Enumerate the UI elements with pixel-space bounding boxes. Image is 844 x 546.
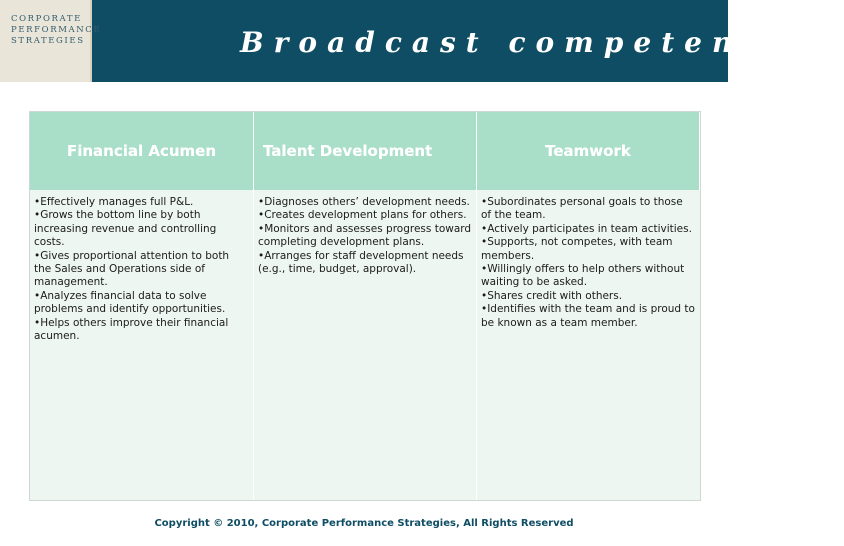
logo-line: PERFORMANCE (11, 25, 102, 35)
competencies-table (29, 111, 701, 501)
list-item: •Identifies with the team and is proud to be known as a team member. (481, 303, 695, 329)
list-item: •Gives proportional attention to both the Sales and Operations side of management. (34, 249, 230, 289)
list-item: •Shares credit with others. (481, 289, 623, 302)
list-item: •Helps others improve their financial acumen. (34, 316, 229, 343)
column-header-teamwork: Teamwork (477, 112, 700, 190)
list-item: •Effectively manages full P&L. (34, 196, 194, 208)
logo-text (11, 14, 101, 47)
slide-header (0, 0, 844, 82)
company-logo (0, 0, 102, 82)
logo-line: CORPORATE (11, 14, 82, 24)
list-item: •Willingly offers to help others without waiting to be asked. (481, 263, 685, 289)
logo-line: STRATEGIES (11, 36, 85, 46)
list-item: •Monitors and assesses progress toward completing development plans. (258, 222, 472, 249)
list-item: •Analyzes financial data to solve problems and identify opportunities. (34, 289, 226, 316)
copyright-footer: Copyright © 2010, Corporate Performance Strategies, All Rights Reserved (154, 518, 574, 529)
list-item: •Grows the bottom line by both increasing revenue and controlling costs. (34, 209, 217, 249)
list-item: •Creates development plans for others. (258, 209, 467, 222)
teamwork-cell (477, 190, 700, 500)
talent-development-cell (254, 190, 477, 500)
financial-acumen-cell (30, 190, 254, 500)
list-item: •Actively participates in team activities. (481, 222, 692, 235)
list-item: •Subordinates personal goals to those of the team. (481, 196, 683, 222)
list-item: •Arranges for staff development needs (e.g., time, budget, approval). (258, 249, 464, 276)
list-item: •Diagnoses others’ development needs. (258, 196, 470, 208)
column-header-financial-acumen: Financial Acumen (30, 112, 254, 190)
column-header-talent-development: Talent Development (254, 112, 477, 190)
list-item: •Supports, not competes, with team members. (481, 236, 673, 262)
slide-title: Broadcast competencies (240, 26, 844, 59)
